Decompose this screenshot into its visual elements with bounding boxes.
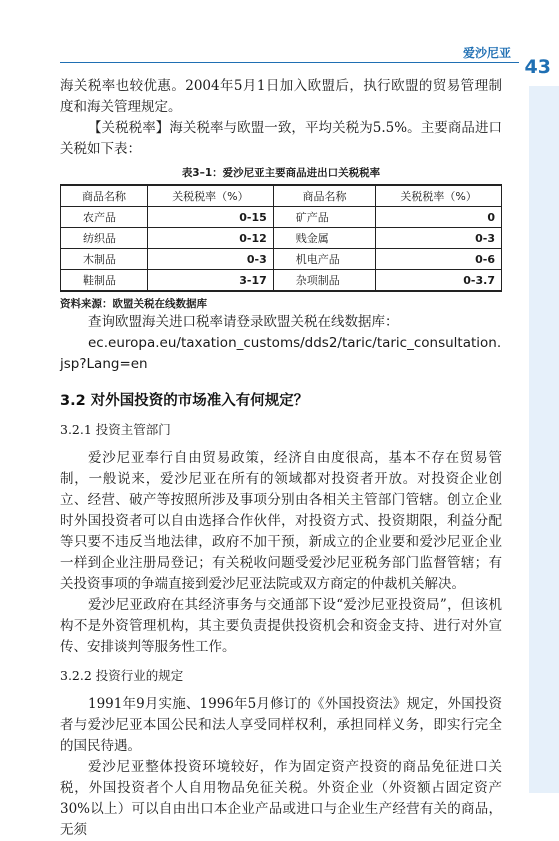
taric-url-link[interactable]: ec.europa.eu/taxation_customs/dds2/taric/taric_consultation.jsp?Lang=en xyxy=(60,335,502,372)
paragraph-industry-2: 爱沙尼亚整体投资环境较好，作为固定资产投资的商品免征进口关税，外国投资者个人自用物品免征关税。外资企业（外资额占固定资产30%以上）可以自由出口本企业产品或进口与企业生产经营有关的商品，无须 xyxy=(60,759,502,838)
table-header-cell: 商品名称 xyxy=(273,185,376,207)
paragraph-authority-1: 爱沙尼亚奉行自由贸易政策，经济自由度很高，基本不存在贸易管制，一般说来，爱沙尼亚在所有的领域都对投资者开放。对投资企业创立、经营、破产等按照所涉及事项分别由各相关主管部门管辖。创立企业时外国投资者可以自由选择合作伙伴，对投资方式、投资期限，利益分配等只要不违反当地法律，政府不加干预，新成立的企业要和爱沙尼亚企业一样到企业注册局登记；有关税收问题受爱沙尼亚税务部门监督管辖；有关投资事项的争端直接到爱沙尼亚法院或双方商定的仲裁机关解决。 xyxy=(60,450,502,592)
product-name-cell: 杂项制品 xyxy=(273,270,376,292)
table-row xyxy=(61,207,502,228)
table-header-cell: 商品名称 xyxy=(61,185,148,207)
product-name-cell: 矿产品 xyxy=(273,207,376,228)
tariff-rate-cell: 0-3 xyxy=(148,249,274,270)
header-rule xyxy=(60,62,519,63)
tariff-rate-cell: 0-3 xyxy=(376,228,502,249)
tariff-rate-text: 海关税率与欧盟一致，平均关税为5.5%。主要商品进口关税如下表： xyxy=(60,120,503,157)
tariff-table xyxy=(60,184,502,292)
table-header-cell: 关税税率（%） xyxy=(148,185,274,207)
table-row xyxy=(61,228,502,249)
data-source-note: 资料来源：欧盟关税在线数据库 xyxy=(60,298,207,310)
section-heading: 3.2 对外国投资的市场准入有何规定？ xyxy=(60,393,309,409)
paragraph-authority-2: 爱沙尼亚政府在其经济事务与交通部下设“爱沙尼亚投资局”，但该机构不是外资管理机构，其主要负责提供投资机会和资金支持、进行对外宣传、安排谈判等服务性工作。 xyxy=(60,597,502,655)
tariff-rate-label: 【关税税率】 xyxy=(88,120,170,136)
product-name-cell: 鞋制品 xyxy=(61,270,148,292)
product-name-cell: 农产品 xyxy=(61,207,148,228)
product-name-cell: 贱金属 xyxy=(273,228,376,249)
tariff-rate-cell: 0 xyxy=(376,207,502,228)
page-number: 43 xyxy=(524,56,551,78)
page-content xyxy=(60,76,502,841)
tariff-rate-cell: 0-15 xyxy=(148,207,274,228)
table-header-row xyxy=(61,185,502,207)
paragraph-customs-intro: 海关税率也较优惠。2004年5月1日加入欧盟后，执行欧盟的贸易管理制度和海关管理规定。 xyxy=(60,78,502,115)
side-decoration-bar xyxy=(529,86,559,793)
table-row xyxy=(61,249,502,270)
product-name-cell: 机电产品 xyxy=(273,249,376,270)
tariff-rate-cell: 3-17 xyxy=(148,270,274,292)
table-caption: 表3–1：爱沙尼亚主要商品进出口关税税率 xyxy=(181,167,381,179)
running-header-title: 爱沙尼亚 xyxy=(462,46,511,60)
product-name-cell: 纺织品 xyxy=(61,228,148,249)
product-name-cell: 木制品 xyxy=(61,249,148,270)
query-instruction: 查询欧盟海关进口税率请登录欧盟关税在线数据库： xyxy=(88,314,399,330)
paragraph-industry-1: 1991年9月实施、1996年5月修订的《外国投资法》规定，外国投资者与爱沙尼亚本国公民和法人享受同样权利，承担同样义务，即实行完全的国民待遇。 xyxy=(60,696,502,754)
tariff-rate-cell: 0-6 xyxy=(376,249,502,270)
tariff-rate-cell: 0-12 xyxy=(148,228,274,249)
paragraph-tariff-rate xyxy=(60,118,502,160)
subsection-heading-industry: 3.2.2 投资行业的规定 xyxy=(60,668,184,683)
subsection-heading-authority: 3.2.1 投资主管部门 xyxy=(60,422,171,437)
table-header-cell: 关税税率（%） xyxy=(376,185,502,207)
tariff-rate-cell: 0-3.7 xyxy=(376,270,502,292)
table-row xyxy=(61,270,502,292)
